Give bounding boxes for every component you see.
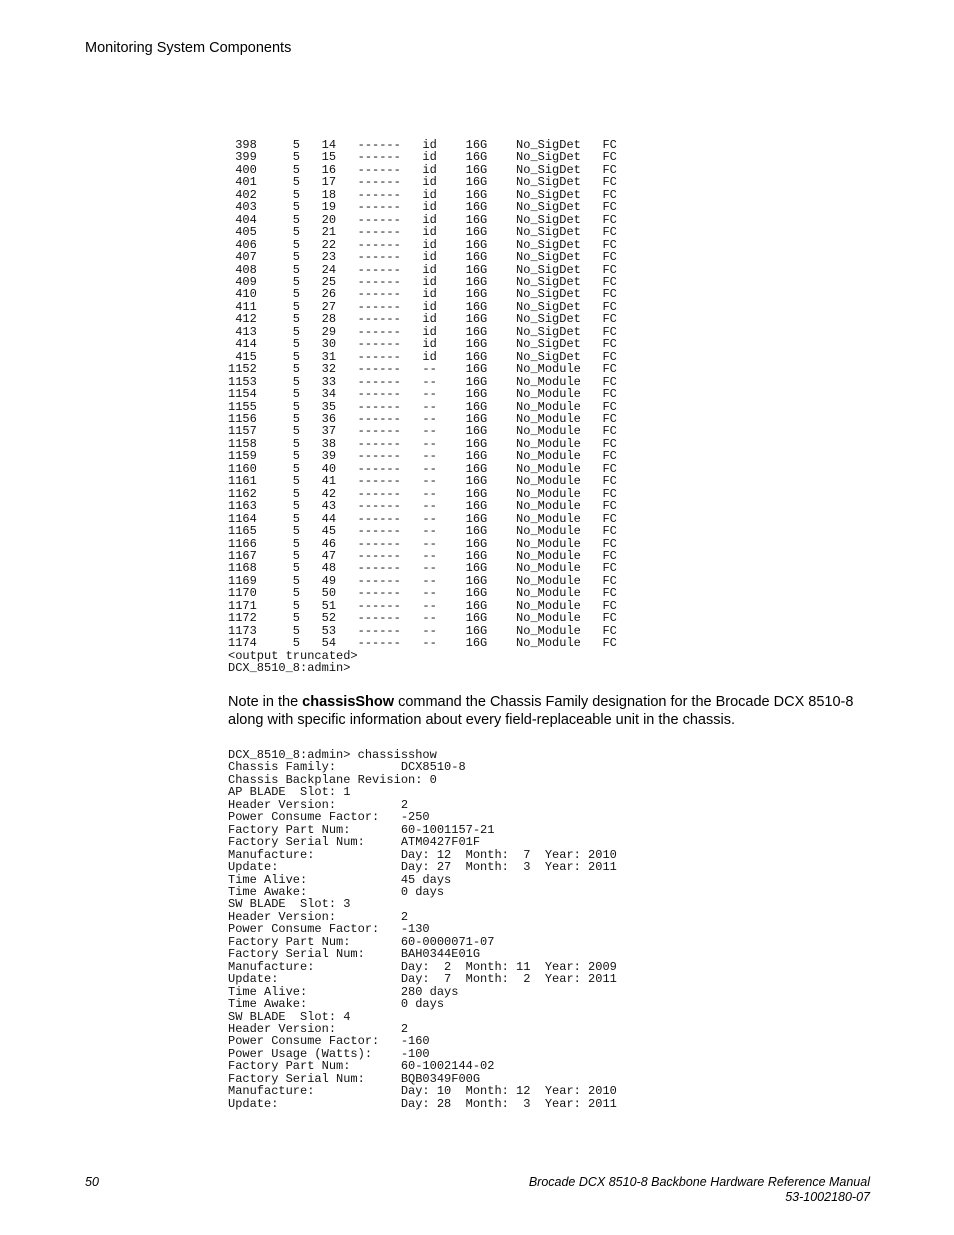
chassis-field-line: Factory Serial Num: BAH0344E01G [228,947,481,962]
command-prompt-line: DCX_8510_8:admin> chassisshow [228,748,437,762]
port-row: 407 5 23 ------ id 16G No_SigDet FC [235,250,617,265]
port-row: 409 5 25 ------ id 16G No_SigDet FC [235,274,617,289]
port-row: 1154 5 34 ------ -- 16G No_Module FC [228,387,617,402]
chassis-field-line: Time Awake: 0 days [228,997,445,1012]
chassis-field-line: Power Consume Factor: -250 [228,810,430,825]
port-row: 1173 5 53 ------ -- 16G No_Module FC [228,623,617,638]
port-row: 408 5 24 ------ id 16G No_SigDet FC [235,262,617,277]
port-row: 1161 5 41 ------ -- 16G No_Module FC [228,474,617,489]
port-row: 1171 5 51 ------ -- 16G No_Module FC [228,598,617,613]
chassis-field-line: Manufacture: Day: 12 Month: 7 Year: 2010 [228,847,617,862]
port-row: 401 5 17 ------ id 16G No_SigDet FC [235,175,617,190]
port-row: 1155 5 35 ------ -- 16G No_Module FC [228,399,617,414]
port-row: 415 5 31 ------ id 16G No_SigDet FC [235,349,617,364]
output-trailer-line: DCX_8510_8:admin> [228,661,351,676]
chassis-field-line: Manufacture: Day: 10 Month: 12 Year: 2010 [228,1084,617,1099]
running-header: Monitoring System Components [85,40,292,56]
port-row: 1163 5 43 ------ -- 16G No_Module FC [228,499,617,514]
chassis-field-line: Time Awake: 0 days [228,884,445,899]
chassisshow-note [228,693,868,729]
port-row: 413 5 29 ------ id 16G No_SigDet FC [235,324,617,339]
note-command: chassisShow [302,694,395,710]
page-number: 50 [85,1175,99,1189]
port-row: 400 5 16 ------ id 16G No_SigDet FC [235,162,617,177]
port-row: 1166 5 46 ------ -- 16G No_Module FC [228,536,617,551]
port-row: 1167 5 47 ------ -- 16G No_Module FC [228,548,617,563]
chassis-field-line: Chassis Family: DCX8510-8 [228,760,466,775]
port-row: 1153 5 33 ------ -- 16G No_Module FC [228,374,617,389]
port-row: 1160 5 40 ------ -- 16G No_Module FC [228,461,617,476]
manual-title: Brocade DCX 8510-8 Backbone Hardware Reference Manual [528,1175,870,1189]
footer-manual-info [529,1175,870,1205]
chassis-field-line: Power Consume Factor: -130 [228,922,430,937]
chassis-field-line: Power Usage (Watts): -100 [228,1046,430,1061]
note-text-before: Note in the [228,694,303,710]
port-status-output [228,139,617,674]
chassis-field-line: Factory Part Num: 60-1001157-21 [228,822,495,837]
chassis-field-line: Manufacture: Day: 2 Month: 11 Year: 2009 [228,959,617,974]
port-row: 399 5 15 ------ id 16G No_SigDet FC [235,150,617,165]
chassis-field-line: Power Consume Factor: -160 [228,1034,430,1049]
port-row: 1158 5 38 ------ -- 16G No_Module FC [228,436,617,451]
port-row: 1152 5 32 ------ -- 16G No_Module FC [228,362,617,377]
port-row: 1168 5 48 ------ -- 16G No_Module FC [228,561,617,576]
port-row: 1165 5 45 ------ -- 16G No_Module FC [228,524,617,539]
port-row: 405 5 21 ------ id 16G No_SigDet FC [235,225,617,240]
chassis-field-line: Factory Serial Num: ATM0427F01F [228,835,481,850]
chassis-field-line: Update: Day: 28 Month: 3 Year: 2011 [228,1096,617,1111]
port-row: 1172 5 52 ------ -- 16G No_Module FC [228,611,617,626]
chassis-field-line: Factory Part Num: 60-1002144-02 [228,1059,495,1074]
chassis-field-line: Update: Day: 7 Month: 2 Year: 2011 [228,972,617,987]
chassisshow-output [228,749,617,1110]
chassis-field-line: Factory Part Num: 60-0000071-07 [228,934,495,949]
chassis-field-line: Chassis Backplane Revision: 0 [228,772,437,787]
chassis-field-line: Header Version: 2 [228,909,409,924]
port-row: 1164 5 44 ------ -- 16G No_Module FC [228,511,617,526]
port-row: 412 5 28 ------ id 16G No_SigDet FC [235,312,617,327]
port-row: 414 5 30 ------ id 16G No_SigDet FC [235,337,617,352]
chassis-field-line: Time Alive: 45 days [228,872,452,887]
port-row: 398 5 14 ------ id 16G No_SigDet FC [235,138,617,152]
port-row: 406 5 22 ------ id 16G No_SigDet FC [235,237,617,252]
chassis-field-line: Header Version: 2 [228,1021,409,1036]
port-row: 1156 5 36 ------ -- 16G No_Module FC [228,411,617,426]
port-row: 1159 5 39 ------ -- 16G No_Module FC [228,449,617,464]
port-row: 403 5 19 ------ id 16G No_SigDet FC [235,200,617,215]
port-row: 410 5 26 ------ id 16G No_SigDet FC [235,287,617,302]
port-row: 1174 5 54 ------ -- 16G No_Module FC [228,636,617,651]
output-trailer-line: <output truncated> [228,648,358,663]
note-text-after: command the Chassis Family designation for the Brocade DCX 8510-8 along with specific information about every field-replaceable unit in the chassis. [228,694,854,728]
port-row: 402 5 18 ------ id 16G No_SigDet FC [235,187,617,202]
port-row: 1169 5 49 ------ -- 16G No_Module FC [228,573,617,588]
chassis-field-line: SW BLADE Slot: 3 [228,897,351,912]
doc-number: 53-1002180-07 [785,1190,870,1204]
port-row: 411 5 27 ------ id 16G No_SigDet FC [235,299,617,314]
port-row: 1157 5 37 ------ -- 16G No_Module FC [228,424,617,439]
chassis-field-line: Factory Serial Num: BQB0349F00G [228,1071,481,1086]
chassis-field-line: AP BLADE Slot: 1 [228,785,351,800]
chassis-field-line: Time Alive: 280 days [228,984,459,999]
chassis-field-line: Header Version: 2 [228,797,409,812]
port-row: 404 5 20 ------ id 16G No_SigDet FC [235,212,617,227]
port-row: 1162 5 42 ------ -- 16G No_Module FC [228,486,617,501]
chassis-field-line: SW BLADE Slot: 4 [228,1009,351,1024]
port-row: 1170 5 50 ------ -- 16G No_Module FC [228,586,617,601]
chassis-field-line: Update: Day: 27 Month: 3 Year: 2011 [228,860,617,875]
